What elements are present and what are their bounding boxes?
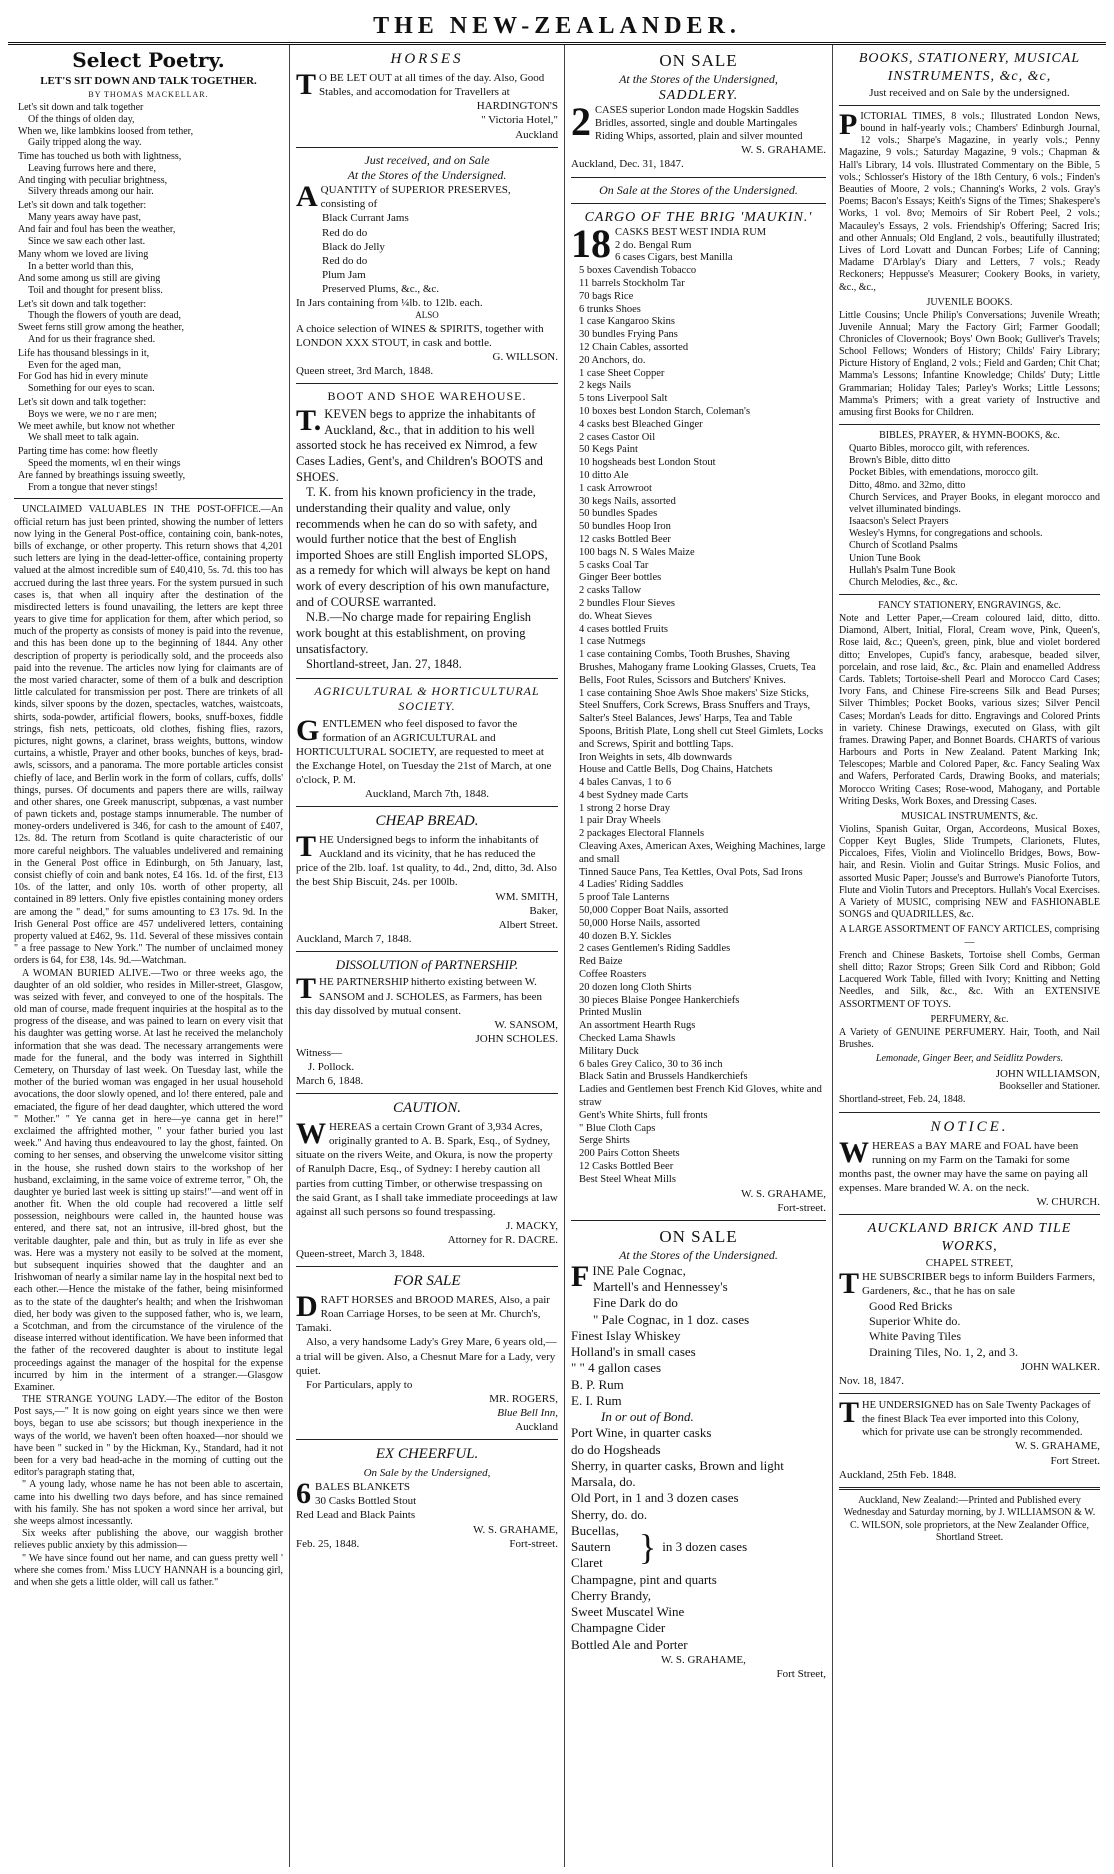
cargo-item: CASKS BEST WEST INDIA RUM bbox=[615, 226, 767, 238]
cargo-item: 30 pieces Blaise Pongee Hankerchiefs bbox=[579, 994, 740, 1006]
cargo-item: Tinned Sauce Pans, Tea Kettles, Oval Pots, Sad Irons bbox=[579, 866, 803, 878]
cargo-item: Iron Weights in sets, 4lb downwards bbox=[579, 751, 732, 763]
cargo-item: 12 Casks Bottled Beer bbox=[579, 1161, 674, 1172]
cargo-item: Red Baize bbox=[579, 956, 623, 968]
news-paragraph: A WOMAN BURIED ALIVE.—Two or three weeks ago, the daughter of an old soldier, who resides in Miller-street, Glasgow, was seized with fever, and conveyed to one of the hospitals. The old man of course, made frequent inquiries at the hospital as to the progress of the disease, and was pained to learn on every visit that his daughter was getting worse. At last he received the melancholy information that she was dead. The necessary arrangements were made for the funeral, and the body was interred in Sighthill Cemetery, on Thursday of last week. On Tuesday last, while the mother of the buried woman was engaged in her usual household avocations, the door slowly opened, and lo! there entered, pale and emaciated, the figure of her dead daughter, which uttered the word " Mother." " Ye canna get in here—ye canna get in here!" exclaimed the affrighted mother, " your father buried you last week." And having thus endeavoured to lay the ghost, fainted. On coming to her senses, and observing the unwelcome visitor sitting in the house, she rushed down stairs to the workshop of her husband, exclaiming, in the same voice of extreme terror, " Oh, the daughter ye buried last week is sitting up stairs!"—and went off in another fit. When the old couple had recovered a little self possession, neighbours were called in, the haunted house was entered, and there sat, not an intrusive, ill-bred ghost, but the veritable daughter, pale and thin, but as truly in life as ever she was. Here was a mystery not easily to be solved at the moment, but subsequent inquiries showed that the daughter and an Irishwoman of nearly a similar name lay in the hospital next bed to each other.—Hence the mistake of the father, being misinformed as to the state of the daughter's health; and when the Irishwoman died, her body was given to the supposed father, who is, we learn, a Scotchman, and from the circumstance of the virulence of the disease interred without identification. We have been informed that the father of the recovered daughter is about to institute legal proceedings against the manager of the hospital for the expense incurred by him in the interment of a stranger.—Glasgow Examiner. bbox=[14, 967, 283, 1393]
cargo-item: do. Wheat Sieves bbox=[579, 610, 652, 622]
divider bbox=[571, 177, 826, 178]
wine-item: do do Hogsheads bbox=[571, 1441, 661, 1457]
cargo-count: 18 bbox=[571, 220, 611, 266]
poem-line: Are fanned by breathings issuing sweetly, bbox=[18, 469, 186, 481]
cargo-item: An assortment Hearth Rugs bbox=[579, 1020, 696, 1032]
wine-item: Champagne, pint and quarts bbox=[571, 1571, 717, 1587]
preserve-item: Black do Jelly bbox=[322, 240, 385, 253]
divider bbox=[14, 498, 283, 499]
cargo-item: 5 boxes Cavendish Tobacco bbox=[579, 265, 697, 277]
divider bbox=[296, 806, 558, 807]
cargo-item: 10 ditto Ale bbox=[579, 469, 629, 481]
cargo-item: Ginger Beer bottles bbox=[579, 572, 662, 584]
preserve-item: Red do do bbox=[322, 254, 368, 267]
poem-line: From a tongue that never stings! bbox=[28, 481, 158, 493]
spirit-item: Fine Dark do do bbox=[593, 1295, 678, 1311]
preserve-item: Preserved Plums, &c., &c. bbox=[322, 282, 440, 295]
poem-line: For God has hid in every minute bbox=[18, 371, 148, 383]
divider bbox=[296, 1266, 558, 1267]
preserve-item: Red do do bbox=[322, 226, 368, 239]
cargo-item: House and Cattle Bells, Dog Chains, Hatchets bbox=[579, 764, 773, 776]
poem-line: Since we saw each other last. bbox=[28, 235, 146, 247]
brick-item: White Paving Tiles bbox=[869, 1329, 962, 1344]
poem-line: In a better world than this, bbox=[28, 261, 134, 273]
cargo-item: 10 hogsheads best London Stout bbox=[579, 457, 716, 469]
ad-ex-cheerful: EX CHEERFUL. On Sale by the Undersigned, 6 BALES BLANKETS 30 Casks Bottled Stout Red Lead and Black Paints W. S. GRAHAME, Feb. 25, 1848. Fort-street. bbox=[296, 1446, 558, 1550]
cargo-item: Cleaving Axes, American Axes, Weighing Machines, large and small bbox=[579, 841, 826, 865]
bible-item: Church Melodies, &c., &c. bbox=[849, 577, 958, 589]
cargo-item: 2 kegs Nails bbox=[579, 380, 631, 392]
brick-item: Superior White do. bbox=[869, 1313, 961, 1328]
cargo-item: 10 boxes best London Starch, Coleman's bbox=[579, 405, 751, 417]
divider bbox=[839, 1487, 1100, 1490]
cargo-item: 2 bundles Flour Sieves bbox=[579, 597, 675, 609]
cargo-item: Best Steel Wheat Mills bbox=[579, 1173, 676, 1185]
cargo-item: 6 cases Cigars, best Manilla bbox=[615, 252, 733, 264]
cargo-item: 1 case containing Combs, Tooth Brushes, Shaving Brushes, Mahogany frame Looking Glasses, Cruets, Tea Bells, Foot Rules, Scissors and Butchers' Knives. bbox=[579, 649, 816, 686]
cargo-item: 1 case containing Shoe Awls Shoe makers' Size Sticks, Steel Snuffers, Cork Screws, Brass Snuffers and Trays, Salter's Steel Balances, Jews' Harps, Tea and Table Spoons, British Plate, Long shell cut Steel Gimlets, Locks and Screws, Spirit and bottling Taps. bbox=[579, 687, 824, 750]
bible-item: Wesley's Hymns, for congregations and schools. bbox=[849, 528, 1043, 540]
cargo-item: 40 dozen B.Y. Sickles bbox=[579, 930, 672, 942]
masthead: THE NEW-ZEALANDER. bbox=[373, 13, 741, 39]
wines-list bbox=[571, 1425, 826, 1523]
bible-item: Ditto, 48mo. and 32mo, ditto bbox=[849, 479, 966, 491]
poem-line: We shall meet to talk again. bbox=[28, 432, 139, 444]
bible-item: Church of Scotland Psalms bbox=[849, 540, 958, 552]
cargo-item: 1 case Nutmegs bbox=[579, 636, 646, 648]
wine-item: Sherry, in quarter casks, Brown and light bbox=[571, 1457, 784, 1473]
spirit-item: Martell's and Hennessey's bbox=[593, 1279, 728, 1295]
bible-item: Church Services, and Prayer Books, in elegant morocco and velvet illuminated bindings. bbox=[849, 491, 1100, 515]
preserve-item: Black Currant Jams bbox=[322, 212, 409, 225]
divider bbox=[296, 147, 558, 148]
preserves-list bbox=[296, 211, 558, 295]
brace-item: Sautern bbox=[571, 1539, 611, 1555]
cargo-item: 30 bundles Frying Pans bbox=[579, 329, 678, 341]
divider bbox=[296, 383, 558, 384]
cargo-item: 20 Anchors, do. bbox=[579, 354, 646, 366]
brace-group: Bucellas, Sautern Claret } in 3 dozen cases bbox=[571, 1522, 748, 1571]
cargo-item: Gent's White Shirts, full fronts bbox=[579, 1109, 708, 1121]
poem-title: LET'S SIT DOWN AND TALK TOGETHER. bbox=[40, 74, 257, 87]
ad-horses: HORSES T O BE LET OUT at all times of the day. Also, Good Stables, and accomodation for Travellers at HARDINGTON'S " Victoria Hotel," Auckland bbox=[296, 51, 558, 141]
poem bbox=[14, 102, 283, 494]
column-2 bbox=[290, 45, 565, 1867]
brick-item: Draining Tiles, No. 1, 2, and 3. bbox=[869, 1344, 1019, 1359]
divider bbox=[839, 1112, 1100, 1113]
divider bbox=[839, 1393, 1100, 1394]
cargo-item: 4 casks best Bleached Ginger bbox=[579, 418, 703, 430]
bible-item: Brown's Bible, ditto ditto bbox=[849, 455, 951, 467]
news-paragraph: " A young lady, whose name he has not been able to ascertain, came into his dwelling two days before, and has since remained with his family. She has not spoken a word since her arrival, but she weeps almost incessantly. bbox=[14, 1479, 283, 1527]
poem-line: Something for our eyes to scan. bbox=[28, 383, 155, 395]
cargo-item: 12 Chain Cables, assorted bbox=[579, 342, 689, 353]
spirits-list bbox=[571, 1279, 826, 1409]
bibles-list bbox=[839, 443, 1100, 589]
poem-line: Silvery threads among our hair. bbox=[28, 186, 154, 198]
cargo-item: 50,000 Copper Boat Nails, assorted bbox=[579, 905, 729, 917]
poem-line: Though the flowers of youth are dead, bbox=[28, 310, 182, 322]
wine-item: Bottled Ale and Porter bbox=[571, 1636, 688, 1652]
cargo-item: 50 bundles Hoop Iron bbox=[579, 521, 671, 533]
cargo-item: 2 do. Bengal Rum bbox=[615, 239, 692, 251]
brick-list bbox=[839, 1299, 1100, 1360]
cargo-item: 5 tons Liverpool Salt bbox=[579, 393, 668, 405]
wine-item: Champagne Cider bbox=[571, 1620, 666, 1636]
cargo-item: Coffee Roasters bbox=[579, 969, 647, 981]
ad-heading: HORSES bbox=[390, 51, 464, 67]
poem-line: We meet awhile, but know not whether bbox=[18, 420, 175, 432]
cargo-item: 2 packages Electoral Flannels bbox=[579, 828, 705, 840]
poem-line: Toil and thought for present bliss. bbox=[28, 284, 163, 296]
divider bbox=[571, 1220, 826, 1221]
cargo-item: 30 kegs Nails, assorted bbox=[579, 495, 676, 507]
cargo-item: Military Duck bbox=[579, 1045, 639, 1057]
section-title: Select Poetry. bbox=[72, 48, 225, 72]
bible-item: Isaacson's Select Prayers bbox=[849, 516, 949, 528]
ad-brick-works: AUCKLAND BRICK AND TILE WORKS, CHAPEL STREET, THE SUBSCRIBER begs to inform Builders Farmers, Gardeners, &c., that he has on sale Good Red Bricks Superior White do. White Paving Tiles Draining Tiles, No. 1, 2, and 3. JOHN WALKER. Nov. 18, 1847. bbox=[839, 1221, 1100, 1388]
cargo-item: Serge Shirts bbox=[579, 1135, 630, 1147]
brace-icon: } bbox=[639, 1527, 657, 1568]
cargo-item: 2 cases Castor Oil bbox=[579, 431, 656, 443]
cargo-item: Checked Lama Shawls bbox=[579, 1033, 676, 1045]
cargo-item: 2 casks Tallow bbox=[579, 585, 642, 597]
poem-line: Boys we were, we no r are men; bbox=[28, 408, 157, 420]
cargo-item: 1 pair Dray Wheels bbox=[579, 815, 661, 827]
ad-cargo-maukin: On Sale at the Stores of the Undersigned. CARGO OF THE BRIG 'MAUKIN.' 18 CASKS BEST WEST INDIA RUM 2 do. Bengal Rum 6 cases Cigars, best Manilla 5 boxes Cavendish Tobacco 11 barrels Stockholm Tar 70 bags Rice 6 trunks Shoes 1 case Kangaroo Skins 30 bundles Frying Pans 12 Chain Cables, assorted 20 Anchors, do. 1 case Sheet Copper 2 kegs Nails 5 tons Liverpool Salt 10 boxes best London Starch, Coleman's 4 casks best Bleached Ginger 2 cases Castor Oil 50 Kegs Paint 10 hogsheads best London Stout 10 ditto Ale 1 cask Arrowroot 30 kegs Nails, assorted 50 bundles Spades 50 bundles Hoop Iron 12 casks Bottled Beer 100 bags N. S Wales Maize 5 casks Coal Tar Ginger Beer bottles 2 casks Tallow 2 bundles Flour Sieves do. Wheat Sieves 4 cases bottled Fruits 1 case Nutmegs 1 case containing Combs, Tooth Brushes, Shaving Brushes, Mahogany frame Looking Glasses, Cruets, Tea Bells, Foot Rules, Scissors and Butchers' Knives. 1 case containing Shoe Awls Shoe makers' Size Sticks, Steel Snuffers, Cork Screws, Brass Snuffers and Trays, Salter's Steel Balances, Jews' Harps, Tea and Table Spoons, British Plate, Long shell cut Steel Gimlets, Locks and Screws, Spirit and bottling Taps. Iron Weights in sets, 4lb downwards House and Cattle Bells, Dog Chains, Hatchets 4 bales Canvas, 1 to 6 4 best Sydney made Carts 1 strong 2 horse Dray 1 pair Dray Wheels 2 packages Electoral Flannels Cleaving Axes, American Axes, Weighing Machines, large and small Tinned Sauce Pans, Tea Kettles, Oval Pots, Sad Irons 4 Ladies' Riding Saddles 5 proof Tale Lanterns 50,000 Copper Boat Nails, assorted 50,000 Horse Nails, assorted 40 dozen B.Y. Sickles 2 cases Gentlemen's Riding Saddles Red Baize Coffee Roasters 20 dozen long Cloth Shirts 30 pieces Blaise Pongee Hankerchiefs Printed Muslin An assortment Hearth Rugs Checked Lama Shawls Military Duck 6 bales Grey Calico, 30 to 36 inch Black Satin and Brussels Handkerchiefs Ladies and Gentlemen best French Kid Gloves, white and straw Gent's White Shirts, full fronts " Blue Cloth Caps Serge Shirts 200 Pairs Cotton Sheets 12 Casks Bottled Beer Best Steel Wheat Mills W. S. GRAHAME, Fort-street. bbox=[571, 182, 826, 1214]
poem-line: Life has thousand blessings in it, bbox=[18, 347, 150, 359]
cargo-item: Ladies and Gentlemen best French Kid Gloves, white and straw bbox=[579, 1084, 822, 1109]
cargo-item: 4 Ladies' Riding Saddles bbox=[579, 879, 684, 891]
wine-item: Port Wine, in quarter casks bbox=[571, 1425, 712, 1441]
cargo-item: Black Satin and Brussels Handkerchiefs bbox=[579, 1071, 748, 1083]
poem-line: Of the things of olden day, bbox=[28, 113, 135, 125]
column-1 bbox=[8, 45, 290, 1867]
poem-line: And some among us still are giving bbox=[18, 273, 161, 285]
column-4 bbox=[833, 45, 1106, 1867]
divider bbox=[296, 951, 558, 952]
spirit-item: Finest Islay Whiskey bbox=[571, 1327, 681, 1343]
news-paragraph: UNCLAIMED VALUABLES IN THE POST-OFFICE.—An official return has just been printed, showing the number of letters now lying in the General Post-office, containing coin, bank-notes, bills of exchange, or other property. This return shows that 4,201 such letters are lying in the dead-letter-office, containing property valued at the almost incredible sum of £40,410, 5s. 7d. this too has accrued during the last three years. For the system pursued in such cases is, that when all inquiry after the destination of the misdirected letters is found unavailing, the letters are kept three years to give time for application for them, after which period, so much of the property as consists of money is paid into the revenue, and this has been done up to the beginning of 1844. Any other description of property is periodically sold, and the proceeds also paid into the revenue. The articles now lying for claimants are of the most varied character, some of them of a bulk and description little calculated for transmission per post. There are trinkets of all kinds, silver spoons by the dozen, spectacles, watches, waistcoats, shirts, soda-powder, artificial flowers, books, snuff-boxes, fiddle strings, fish nets, petticoats, old clothes, fishing flies, razors, pictures, night gowns, a clarinet, brass weights, buttons, window curtains, a whistle, Prayer and other books, bunches of keys, brad-awls, scissors, and a panorama. The more portable articles consist chiefly of lace, and Berlin work in the form of collars, cuffs, dolls' things, purses. Of documents and papers there are wills, railway and other shares, one Greek manuscript, subpœnas, a vast number of pawn tickets and, postage stamps innumerable. The number of money-orders undelivered is 346, for cash to the amount of £407, 12s. 8d. The return from Scotland is quite characteristic of our more careful neighbors. The valuables undelivered and remaining in the General Post office in Edinburgh, on 5th January, last, consist chiefly of coin and bank notes, £4 16s. 1d. of the first, £13 10s. of the latter, and only 10s. worth of other property, all contained in 89 letters. Only five epistles containing money orders are among the " dead," for sums amounting to £3 17s. 9d. In the Irish General Post office are 457 undelivered letters, containing property valued at £462, 9s. 11d. Several of these missives contain " a free passage to New York." The number of unclaimed money orders is 64, for £38, 14s. 9d.—Watchman. bbox=[14, 504, 283, 967]
cargo-item: 4 best Sydney made Carts bbox=[579, 789, 689, 801]
cargo-item: 6 bales Grey Calico, 30 to 36 inch bbox=[579, 1058, 723, 1070]
poem-line: Let's sit down and talk together: bbox=[18, 298, 147, 310]
ad-books: BOOKS, STATIONERY, MUSICAL INSTRUMENTS, &c, &c, Just received and on Sale by the undersigned. PICTORIAL TIMES, 8 vols.; Illustrated London News, bound in half-yearly vols.; Chambers' Edinburgh Journal, 12 vols.; Sharpe's Magazine, in yearly vols.; Penny Magazine, 9 vols.; Saturday Magazine, 9 vols.; Chapman & Hall's Library, 14 vols. Illustrated Commentary on the Bible, 5 vols.; Schlosser's History of the 18th Century, 6 vols.; Finden's Beauties of Moore, 2 vols.; Channing's Works, 2 vols. Gray's Poems; Bacon's Essays; Keith's Signs of the Times; Shakespere's Works, 1 vol. 8vo; Memoirs of Sir Robert Peel, 2 vols.; Macauley's Essays, 2 vols. Friendship's Offering; Sacred Iris; and other Annuals; Old England, 2 vols., beautifully illustrated; Lives of Lord Lovatt and Duncan Forbes; Life of Canning; Madame D'Arblay's Diary and Letters, 7 vols.; Ready Reckoners; Heppusse's Measurer; Cookery Books, in variety, &c., &c., JUVENILE BOOKS. Little Cousins; Uncle Philip's Conversations; Juvenile Wreath; Juvenile Annual; Mary the Factory Girl; Farmer Goodall; Chronicles of Clovernook; Boys' Own Book; Gulliver's Travels; School Fellows; Wonders of History; Childs' Fairy Library; Picture History of England, 2 vols.; Field and Garden; Chit Chat; Mamma's Lessons; Infantine Knowledge; Childs' Duty; Little Grammarian; Holiday Tales; Parley's Works; Little Lessons; Mamma's Primers; with a great variety of Instructive and amusing first Books for Children. BIBLES, PRAYER, & HYMN-BOOKS, &c. Quarto Bibles, morocco gilt, with references. Brown's Bible, ditto ditto Pocket Bibles, with emendations, morocco gilt. Ditto, 48mo. and 32mo, ditto Church Services, and Prayer Books, in elegant morocco and velvet illuminated bindings. Isaacson's Select Prayers Wesley's Hymns, for congregations and schools. Church of Scotland Psalms Union Tune Book Hullah's Psalm Tune Book Church Melodies, &c., &c. FANCY STATIONERY, ENGRAVINGS, &c. Note and Letter Paper,—Cream coloured laid, ditto, ditto. Diamond, Albert, Initial, Floral, Cream wove, Pink, Queen's, Rose laid, &c.; Queen's, green, pink, blue and violet bordered ditto; Envelopes, Cupid's fancy, arabesque, beaded silver, porcelain, and rose laid, &c., &c. Plain and enamelled Address Cards. Tablets; Tortoise-shell Pearl and Morocco Card Cases; Ivory Fans, and Chinese Fire-screens Silk and Bead Purses; Silver Thimbles; Pocket Books, various sizes; Silver Pencil Cases; Mordan's Leads for ditto. Engravings and Colored Prints in variety. Chinese Drawings, executed on Glass, with gilt frames. Drawing Paper, and Bonnet Boards. CHARTS of various Harbours and Ports in New Zealand. Patent Marking Ink; Telescopes; Marble and Colored Paper, &c. Fancy Sealing Wax and Wafers, Perforated Cards, Drawing Books, and materials; Morocco Writing Cases; Rose-wood, Mahogany, and Portable Writing Desks, Work Boxes, and Dressing Cases. MUSICAL INSTRUMENTS, &c. Violins, Spanish Guitar, Organ, Accordeons, Musical Boxes, Copper Keyt Bugles, Slide Trumpets, Clarionets, Flutes, Piccaloes, Fifes, Violin and Violincello Bridges, Bows, Bow-hair, and Resin. Violin and Guitar Strings. Music Folios, and assorted Music Paper; Jousse's and Burrowe's Pianoforte Tutors, Flute and Violin Tutors and Preceptors. Hullah's Vocal Exercises. A Variety of MUSIC, comprising NEW and FASHIONABLE SONGS and QUADRILLES, &c. A LARGE ASSORTMENT OF FANCY ARTICLES, comprising— French and Chinese Baskets, Tortoise shell Combs, German shell ditto; Razor Strops; Green Silk Cord and Ribbon; Gold Lacquered Work Table, filled with Ivory; Knitting and Netting Needles, and Silk, &c., &c. With an EXTENSIVE ASSORTMENT OF TOYS. PERFUMERY, &c. A Variety of GENUINE PERFUMERY. Hair, Tooth, and Nail Brushes. Lemonade, Ginger Beer, and Seidlitz Powders. JOHN WILLIAMSON, Bookseller and Stationer. Shortland-street, Feb. 24, 1848. bbox=[839, 51, 1100, 1106]
bible-item: Quarto Bibles, morocco gilt, with references. bbox=[849, 442, 1030, 454]
ad-agricultural: AGRICULTURAL & HORTICULTURAL SOCIETY. GENTLEMEN who feel disposed to favor the formation of an AGRICULTURAL and HORTICULTURAL SOCIETY, are requested to meet at the Exchange Hotel, on Tuesday the 21st of March, at one o'clock, P. M. Auckland, March 7th, 1848. bbox=[296, 683, 552, 800]
more-wines-list bbox=[571, 1572, 826, 1653]
cargo-item: 5 casks Coal Tar bbox=[579, 559, 649, 571]
ad-boots: BOOT AND SHOE WAREHOUSE. T. KEVEN begs to apprize the inhabitants of Auckland, &c., that in addition to his well assorted stock he has received ex Nimrod, a few Cases Ladies, Gent's, and Children's BOOTS and SHOES. T. K. from his known proficiency in the trade, understanding their quality and value, only recommends when he can do so with safety, and would further notice that the best of English imported Shoes are still English imported SLOPS, as a remedy for which will always be kept on hand work of every description of his own manufacture, and of COURSE warranted. N.B.—No charge made for repairing English work bought at this establishment, on proving unsatisfactory. Shortland-street, Jan. 27, 1848. bbox=[296, 388, 551, 672]
spirit-item: E. I. Rum bbox=[571, 1392, 622, 1408]
wine-item: Sweet Muscatel Wine bbox=[571, 1604, 685, 1620]
divider bbox=[296, 678, 558, 679]
poem-line: Speed the moments, wl en their wings bbox=[28, 458, 181, 470]
poem-line: Let's sit down and talk together: bbox=[18, 397, 147, 409]
brace-item: Claret bbox=[571, 1555, 603, 1571]
ad-dissolution: DISSOLUTION of PARTNERSHIP. THE PARTNERSHIP hitherto existing between W. SANSOM and J. SCHOLES, as Farmers, has been this day dissolved by mutual consent. W. SANSOM, JOHN SCHOLES. Witness— J. Pollock. March 6, 1848. bbox=[296, 956, 558, 1087]
news-items bbox=[14, 504, 283, 1589]
poem-line: Parting time has come: how fleetly bbox=[18, 446, 158, 458]
spirit-item: Holland's in small cases bbox=[571, 1344, 696, 1360]
poem-line: And tinging with peculiar brightness, bbox=[18, 174, 168, 186]
cargo-item: 200 Pairs Cotton Sheets bbox=[579, 1148, 680, 1160]
divider bbox=[296, 1439, 558, 1440]
cargo-item: 50 Kegs Paint bbox=[579, 444, 638, 456]
cargo-item: " Blue Cloth Caps bbox=[579, 1122, 656, 1134]
cargo-item: 11 barrels Stockholm Tar bbox=[579, 278, 685, 290]
ad-saddlery: ON SALE At the Stores of the Undersigned, SADDLERY. 2 CASES superior London made Hogskin Saddles Bridles, assorted, single and double Martingales Riding Whips, assorted, plain and silver mounted W. S. GRAHAME. Auckland, Dec. 31, 1847. bbox=[571, 51, 826, 171]
wine-item: Marsala, do. bbox=[571, 1474, 636, 1490]
spirit-item: " Pale Cognac, in 1 doz. cases bbox=[593, 1311, 750, 1327]
ad-bread: CHEAP BREAD. THE Undersigned begs to inform the inhabitants of Auckland and its vicinity, that he has reduced the price of the 2lb. loaf. 1st quality, to 4d., 2nd, ditto, 3d. Also the best Ship Biscuit, 24s. per 100lb. WM. SMITH, Baker, Albert Street. Auckland, March 7, 1848. bbox=[296, 813, 558, 945]
poem-line: Leaving furrows here and there, bbox=[28, 162, 156, 174]
bible-item: Hullah's Psalm Tune Book bbox=[849, 564, 956, 576]
cargo-item: 70 bags Rice bbox=[579, 290, 634, 302]
cargo-item: 6 trunks Shoes bbox=[579, 303, 641, 315]
cargo-item: 50,000 Horse Nails, assorted bbox=[579, 917, 701, 929]
cargo-item: 12 casks Bottled Beer bbox=[579, 533, 671, 545]
cargo-item: Printed Muslin bbox=[579, 1007, 642, 1019]
brace-item: Bucellas, bbox=[571, 1522, 620, 1538]
cargo-item: 4 cases bottled Fruits bbox=[579, 623, 668, 635]
poem-line: Many years away have past, bbox=[28, 212, 142, 224]
spirit-item: B. P. Rum bbox=[571, 1376, 624, 1392]
poem-line: Many whom we loved are living bbox=[18, 249, 149, 261]
poem-line: Let's sit down and talk together: bbox=[18, 200, 147, 212]
wine-item: Old Port, in 1 and 3 dozen cases bbox=[571, 1490, 739, 1506]
cargo-item: 1 case Kangaroo Skins bbox=[579, 316, 675, 328]
cargo-item: 1 cask Arrowroot bbox=[579, 482, 652, 494]
ad-spirits: ON SALE At the Stores of the Undersigned. FINE Pale Cognac, Martell's and Hennessey's Fine Dark do do " Pale Cognac, in 1 doz. cases Finest Islay Whiskey Holland's in small cases " " 4 gallon cases B. P. Rum E. I. Rum In or out of Bond. Port Wine, in quarter casks do do Hogsheads Sherry, in quarter casks, Brown and light Marsala, do. Old Port, in 1 and 3 dozen cases Sherry, do. do. Bucellas, Sautern Claret } in 3 dozen cases Champagne, pint and quarts Cherry Brandy, Sweet Muscatel Wine Champagne Cider Bottled Ale and Porter W. S. GRAHAME, Fort Street, bbox=[571, 1226, 826, 1680]
ad-caution: CAUTION. WHEREAS a certain Crown Grant of 3,934 Acres, originally granted to A. B. Spark, Esq., of Sydney, situate on the rivers Weite, and Okura, is now the property of Ranulph Dacre, Esq., of Sydney: I hereby caution all parties from cutting Timber, or otherwise trespassing on the said Grant, as I shall take immediate proceedings at law against all such persons so found trespassing. J. MACKY, Attorney for R. DACRE. Queen-street, March 3, 1848. bbox=[296, 1100, 558, 1260]
cargo-item: 2 cases Gentlemen's Riding Saddles bbox=[579, 943, 731, 955]
column-3 bbox=[565, 45, 833, 1867]
cargo-item: 1 case Sheet Copper bbox=[579, 367, 665, 379]
bible-item: Pocket Bibles, with emendations, morocco gilt. bbox=[849, 467, 1039, 479]
poem-line: Sweet ferns still grow among the heather, bbox=[18, 322, 184, 334]
poem-author: BY THOMAS MACKELLAR. bbox=[88, 89, 209, 99]
bible-item: Union Tune Book bbox=[849, 552, 921, 564]
cargo-item: 100 bags N. S Wales Maize bbox=[579, 546, 695, 558]
cargo-item: 4 bales Canvas, 1 to 6 bbox=[579, 777, 672, 789]
poem-line: Let's sit down and talk together bbox=[18, 101, 144, 113]
cargo-item: 50 bundles Spades bbox=[579, 508, 658, 520]
ad-for-sale: FOR SALE DRAFT HORSES and BROOD MARES, Also, a pair Roan Carriage Horses, to be seen at Mr. Church's, Tamaki. Also, a very handsome Lady's Grey Mare, 6 years old,—a trial will be given. Also, a Chesnut Mare for a Lady, very quiet. For Particulars, apply to MR. ROGERS, Blue Bell Inn, Auckland bbox=[296, 1273, 558, 1433]
news-paragraph: THE STRANGE YOUNG LADY.—The editor of the Boston Post says,—" It is now going on eight years since we then were boys, began to use abe scissors; but though inexperience in the ways of the world, we haven't been often hoaxed—nor should we have been " sucked in " by the Hickman, Ky., Standard, had it not been for a very bad head-ache in the morning of cutting out the editor's paragraph stating that, bbox=[14, 1394, 283, 1479]
cargo-item: 1 strong 2 horse Dray bbox=[579, 802, 670, 814]
preserve-item: Plum Jam bbox=[322, 268, 366, 281]
divider bbox=[296, 1093, 558, 1094]
wine-item: Sherry, do. do. bbox=[571, 1506, 648, 1522]
cargo-item: 20 dozen long Cloth Shirts bbox=[579, 981, 692, 993]
spirit-item: " " 4 gallon cases bbox=[571, 1360, 662, 1376]
ad-tea: THE UNDERSIGNED has on Sale Twenty Packages of the finest Black Tea ever imported into this Colony, which for private use can be strongly recommended. W. S. GRAHAME, Fort Street. Auckland, 25th Feb. 1848. bbox=[839, 1396, 1100, 1481]
news-paragraph: " We have since found out her name, and can guess pretty well ' where she comes from.' Miss LUCY HANNAH is a bouncing girl, and when she gets a little older, will call us father." bbox=[14, 1552, 283, 1588]
wine-item: Cherry Brandy, bbox=[571, 1587, 652, 1603]
columns bbox=[8, 45, 1106, 1867]
news-paragraph: Six weeks after publishing the above, our waggish brother relieves public anxiety by this admission— bbox=[14, 1528, 283, 1552]
ad-preserves: Just received, and on Sale At the Stores of the Undersigned. AQUANTITY of SUPERIOR PRESERVES, consisting of Black Currant Jams Red do do Black do Jelly Red do do Plum Jam Preserved Plums, &c., &c. In Jars containing from ¼lb. to 12lb. each. ALSO A choice selection of WINES & SPIRITS, together with LONDON XXX STOUT, in cask and bottle. G. WILLSON. Queen street, 3rd March, 1848. bbox=[296, 152, 558, 377]
poem-line: Time has touched us both with lightness, bbox=[18, 151, 182, 163]
imprint: Auckland, New Zealand:—Printed and Published every Wednesday and Saturday morning, by J. WILLIAMSON & W. C. WILSON, sole proprietors, at the New Zealander Office, Shortland Street. bbox=[843, 1494, 1096, 1544]
divider bbox=[839, 1214, 1100, 1215]
brick-item: Good Red Bricks bbox=[869, 1298, 953, 1313]
cargo-list bbox=[571, 220, 826, 1187]
ad-notice: NOTICE. WHEREAS a BAY MARE and FOAL have been running on my Farm on the Tamaki for some months past, the owner may have the same on paying all expenses. Mare branded W. A. on the neck. W. CHURCH. bbox=[839, 1118, 1100, 1209]
poem-line: Gaily tripped along the way. bbox=[28, 137, 142, 149]
poem-line: And for us their fragrance shed. bbox=[28, 334, 156, 346]
poem-line: When we, like lambkins loosed from tether, bbox=[18, 125, 194, 137]
poem-line: Even for the aged man, bbox=[28, 359, 122, 371]
poem-line: And fair and foul has been the weather, bbox=[18, 223, 176, 235]
cargo-item: 5 proof Tale Lanterns bbox=[579, 892, 670, 904]
